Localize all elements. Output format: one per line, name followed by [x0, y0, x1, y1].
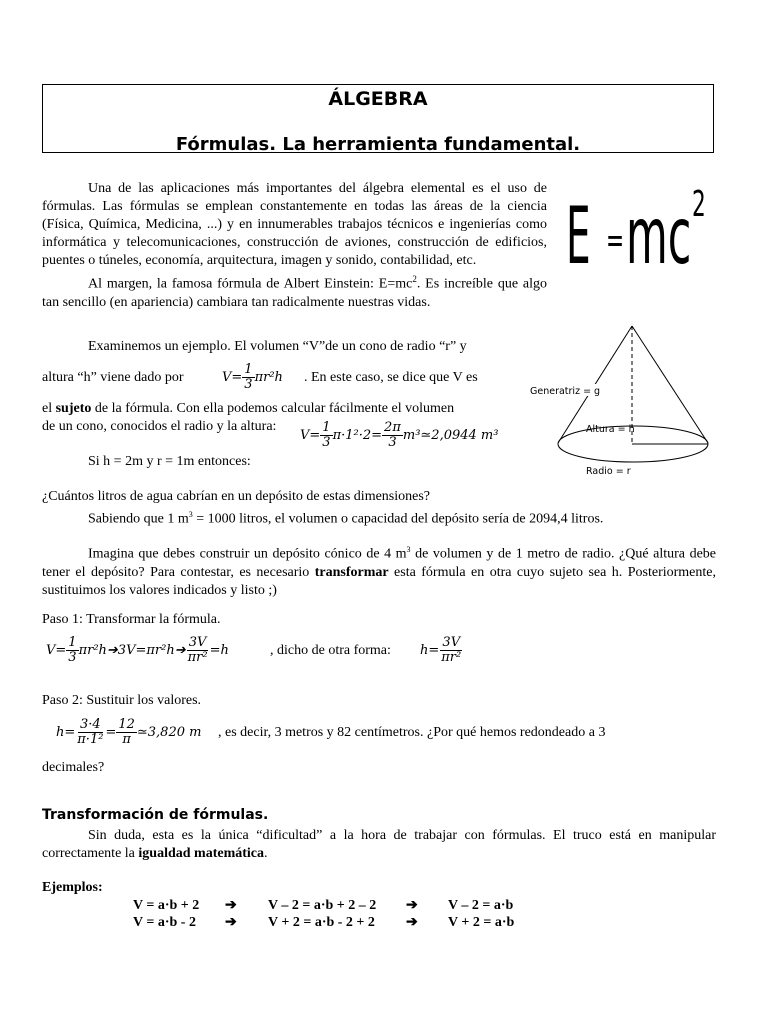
- imagine-paragraph: Imagina que debes construir un depósito cónico de 4 $m^3$ de volumen y de 1 metro de radio. ¿Qué altura debe tener el depósito? Para contestar, es necesario transformar esta fórmula en otra cuyo sujeto sea h. Posteriormente, sustituimos los valores indicados y listo ;): [42, 545, 716, 598]
- step1-h-formula: h= $\frac{3V}{\text{πr²}}$: [420, 634, 462, 665]
- step2-tail: , es decir, 3 metros y 82 centímetros. ¿Por qué hemos redondeado a 3: [218, 725, 606, 740]
- page-title: ÁLGEBRA: [328, 88, 428, 110]
- examples-label: Ejemplos:: [42, 880, 103, 895]
- example-line-5: Si h = 2m y r = 1m entonces:: [88, 454, 251, 469]
- transform-paragraph: Sin duda, esta es la única “dificultad” a la hora de trabajar con fórmulas. El truco está en manipular correctamente la igualdad matemática.: [42, 828, 716, 861]
- radio-label: Radio = r: [586, 466, 631, 477]
- page-subtitle: Fórmulas. La herramienta fundamental.: [175, 134, 581, 155]
- answer-text: Sabiendo que 1 $m^3 = 1000$ litros, el volumen o capacidad del depósito sería de 2094,4 litros.: [88, 510, 604, 527]
- transform-heading: Transformación de fórmulas.: [42, 807, 269, 823]
- examples-table: [133, 897, 514, 931]
- example-line-1: Examinemos un ejemplo. El volumen “V”de un cono de radio “r” y: [88, 339, 467, 354]
- step1-mid-text: , dicho de otra forma:: [270, 643, 391, 658]
- example-row: V = a·b + 2 ➔ V – 2 = a·b + 2 – 2 ➔ V – 2 = a·b: [133, 897, 514, 913]
- generatriz-label: Generatriz = g: [530, 386, 601, 397]
- cone-volume-calc: V = $\frac{1}{3}$ π·1²·2= $\frac{2\pi}{3}$ m³≃2,0944 m³: [300, 419, 499, 450]
- step1-formula-chain: V= $\frac{1}{3}$ πr²h➔3V=πr²h➔ $\frac{3V}{\text{πr²}}$ =h: [46, 634, 229, 665]
- example-line-2: altura “h” viene dado por V = $\frac{1}{3}$ πr²h . En este caso, se dice que V es: [42, 361, 478, 392]
- einstein-paragraph: Al margen, la famosa fórmula de Albert Einstein: $E=mc^2$. Es increíble que algo tan sencillo (en apariencia) cambiara tan radicalmente nuestras vidas.: [42, 274, 547, 310]
- cone-right-edge: [632, 326, 708, 443]
- title-box: [42, 84, 714, 153]
- step2-formula: h= $\frac{3\cdot 4}{\text{π·1²}}$ = $\frac{12}{\pi}$ ≃3,820 m: [56, 716, 202, 747]
- cone-diagram: [528, 322, 718, 482]
- step2-tail2: decimales?: [42, 760, 105, 775]
- example-line-4: de un cono, conocidos el radio y la altura:: [42, 419, 277, 434]
- question-text: ¿Cuántos litros de agua cabrían en un depósito de estas dimensiones?: [42, 489, 431, 504]
- cone-volume-formula: V = $\frac{1}{3}$ πr²h: [222, 361, 283, 392]
- intro-paragraph: Una de las aplicaciones más importantes del álgebra elemental es el uso de fórmulas. Las fórmulas se emplean constantemente en todas las áreas de la ciencia (Física, Química, Medicina, ...) y en innumerables trabajos técnicos e ingenierías como informática y telecomunicaciones, construcción de aviones, construcción de edificios, puentes o túneles, economía, arquitectura, imagen y sonido, contabilidad, etc.: [42, 181, 547, 268]
- example-row: V = a·b - 2 ➔ V + 2 = a·b - 2 + 2 ➔ V + 2 = a·b: [133, 914, 515, 930]
- example-line-3: el sujeto de la fórmula. Con ella podemos calcular fácilmente el volumen: [42, 401, 455, 416]
- step2-label: Paso 2: Sustituir los valores.: [42, 693, 202, 708]
- intro-section: [42, 180, 547, 312]
- altura-label: Altura = h: [586, 424, 635, 435]
- step1-label: Paso 1: Transformar la fórmula.: [42, 612, 221, 627]
- einstein-formula-image: E = mc 2: [566, 184, 706, 282]
